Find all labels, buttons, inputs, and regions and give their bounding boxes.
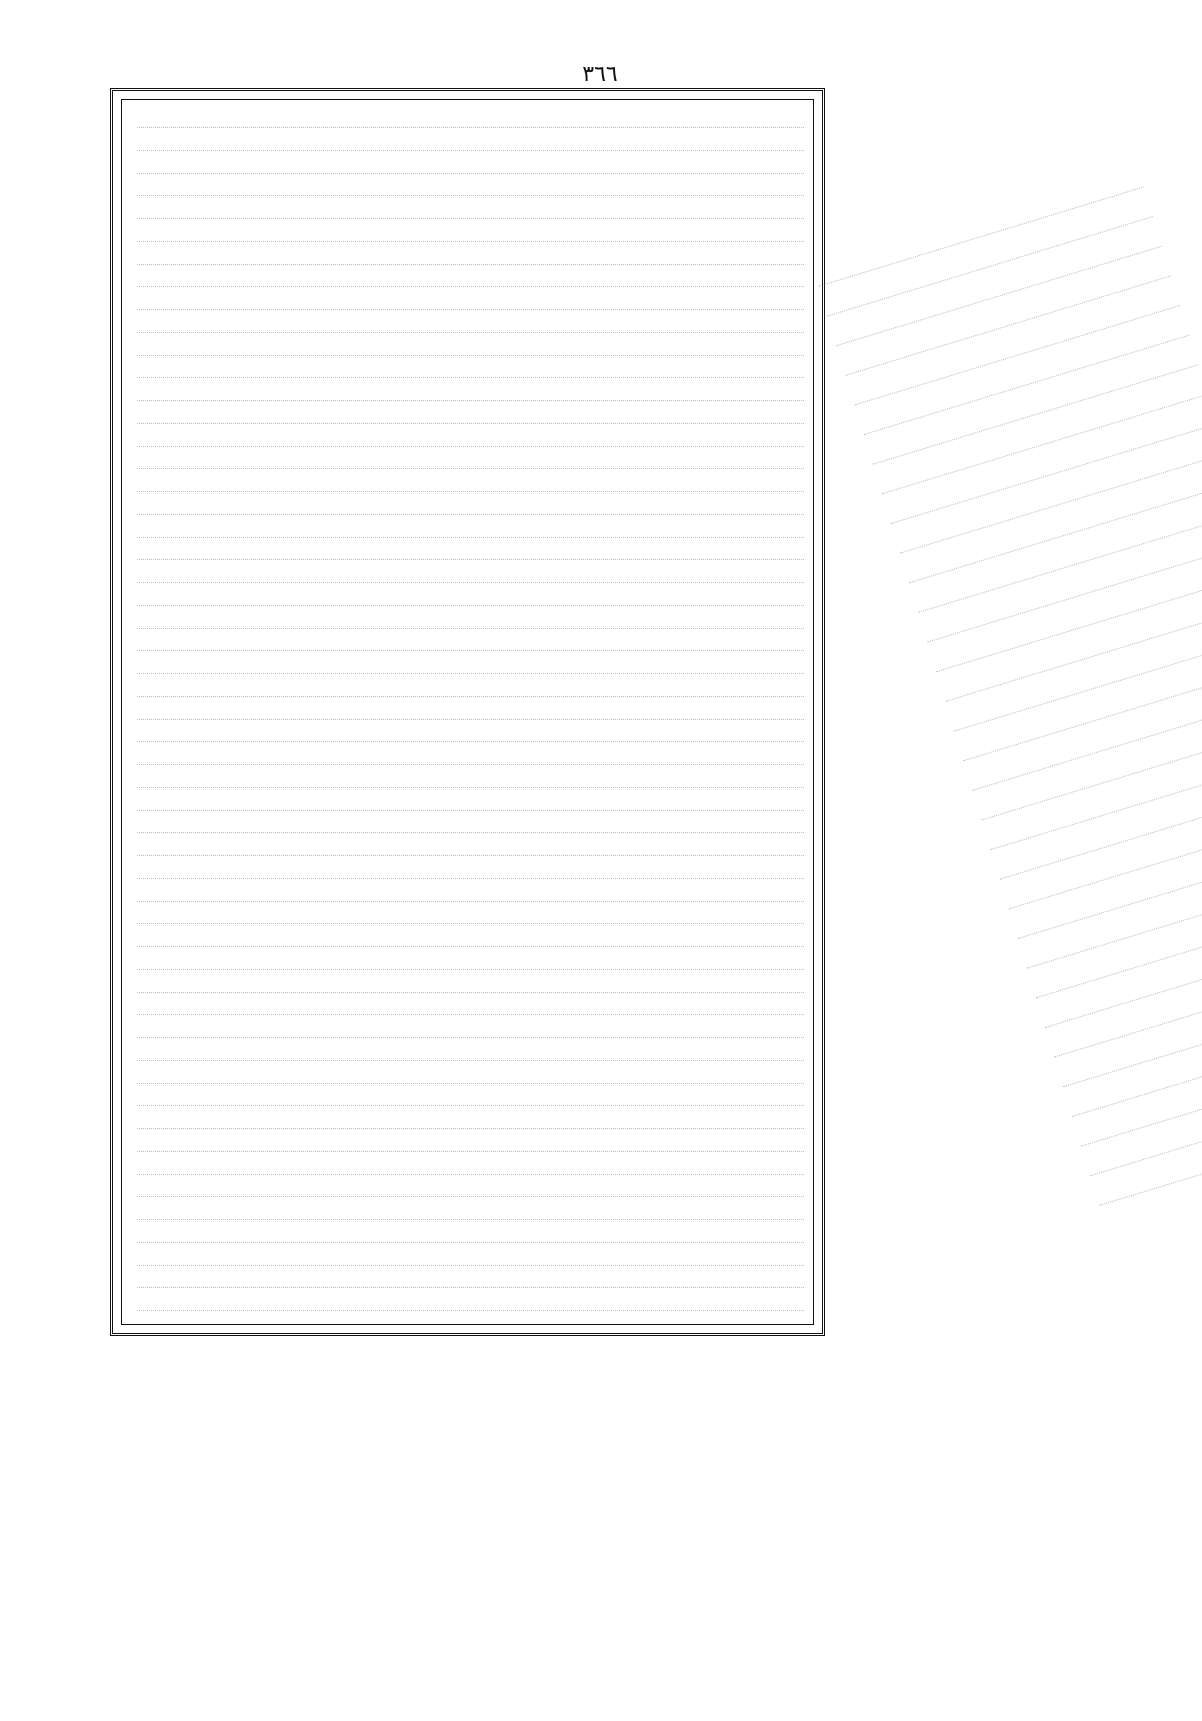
text-line [137, 727, 804, 742]
text-line [137, 1114, 804, 1129]
text-line [137, 204, 804, 219]
text-line [137, 295, 804, 310]
text-line [137, 614, 804, 629]
text-line [137, 318, 804, 333]
text-line [137, 1023, 804, 1038]
text-line [137, 1205, 804, 1220]
text-line [137, 591, 804, 606]
text-line [137, 818, 804, 833]
text-line [137, 705, 804, 720]
text-line [137, 1046, 804, 1061]
text-line [137, 1296, 804, 1311]
text-line [137, 341, 804, 356]
text-line [137, 432, 804, 447]
text-line [137, 796, 804, 811]
text-line [137, 1251, 804, 1266]
text-line [137, 636, 804, 651]
text-line [137, 113, 804, 128]
text-line [137, 1000, 804, 1015]
text-line [137, 1069, 804, 1084]
text-line [137, 1228, 804, 1243]
text-line [137, 181, 804, 196]
marginal-note [815, 175, 1202, 896]
text-line [137, 386, 804, 401]
text-line [137, 1160, 804, 1175]
page-number: ٣٦٦ [582, 62, 618, 87]
main-text-frame [110, 88, 825, 1336]
text-line [137, 477, 804, 492]
text-line [137, 978, 804, 993]
text-line [137, 136, 804, 151]
text-line [137, 1273, 804, 1288]
text-line [137, 682, 804, 697]
text-line [137, 659, 804, 674]
text-line [137, 887, 804, 902]
text-line [137, 955, 804, 970]
text-line [137, 454, 804, 469]
text-line [137, 409, 804, 424]
text-line [137, 841, 804, 856]
text-line [137, 1091, 804, 1106]
text-line [137, 363, 804, 378]
text-line [137, 523, 804, 538]
text-line [137, 773, 804, 788]
text-line [137, 545, 804, 560]
text-line [137, 932, 804, 947]
text-line [137, 864, 804, 879]
text-line [137, 227, 804, 242]
text-line [137, 1137, 804, 1152]
text-line [137, 250, 804, 265]
main-text-block [137, 113, 804, 1311]
text-line [137, 500, 804, 515]
text-line [137, 568, 804, 583]
text-line [137, 909, 804, 924]
text-line [137, 1182, 804, 1197]
text-line [137, 272, 804, 287]
text-line [137, 159, 804, 174]
text-line [137, 750, 804, 765]
